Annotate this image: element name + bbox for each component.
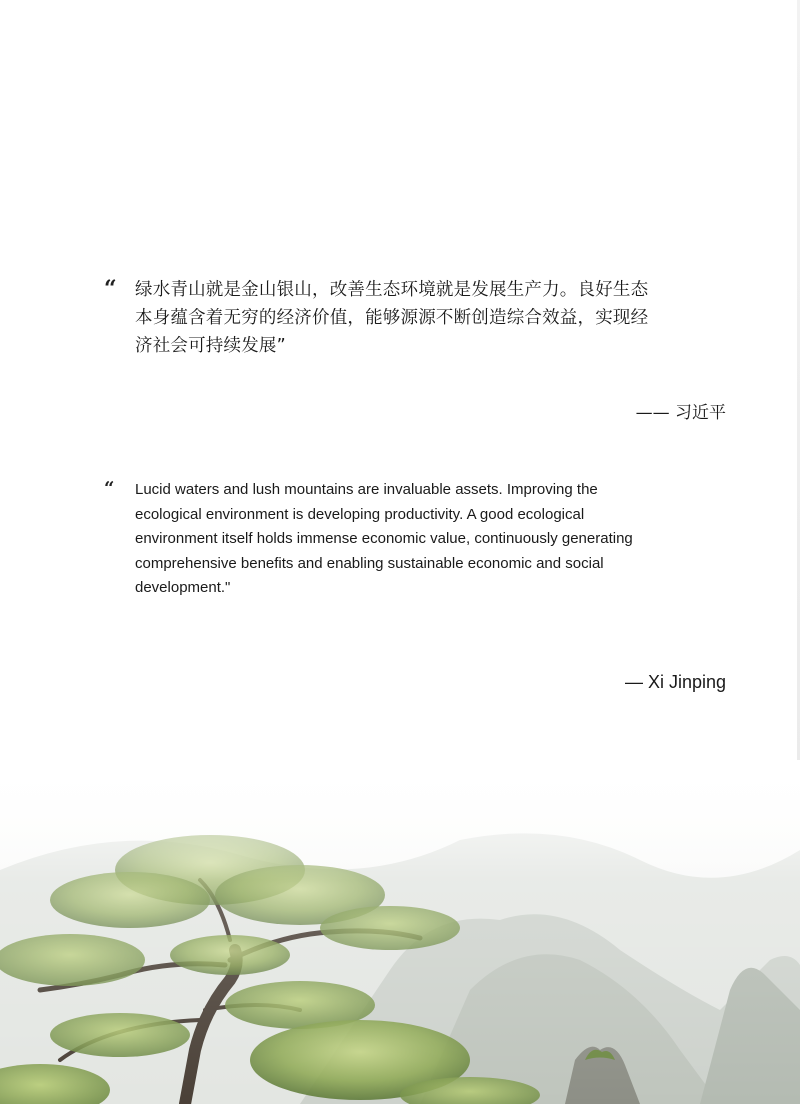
chinese-quote-text: 绿水青山就是金山银山，改善生态环境就是发展生产力。良好生态本身蕴含着无穷的经济价值，能够源源不断创造综合效益，实现经济社会可持续发展”: [135, 280, 649, 356]
english-quote-text: Lucid waters and lush mountains are invaluable assets. Improving the ecological environment is developing productivity. A good ecological environment itself holds immense economic value, continuously generating comprehensive benefits and enabling sustainable economic and social development.": [135, 481, 633, 596]
english-quote-attribution: — Xi Jinping: [624, 672, 726, 692]
chinese-quote-open-mark: “: [104, 276, 117, 302]
english-quote-open-mark: “: [104, 478, 115, 499]
pine-mountain-landscape-icon: [0, 760, 800, 1104]
chinese-quote-attribution: —— 习近平: [635, 403, 726, 423]
pine-mountain-landscape-image: [0, 760, 800, 1104]
